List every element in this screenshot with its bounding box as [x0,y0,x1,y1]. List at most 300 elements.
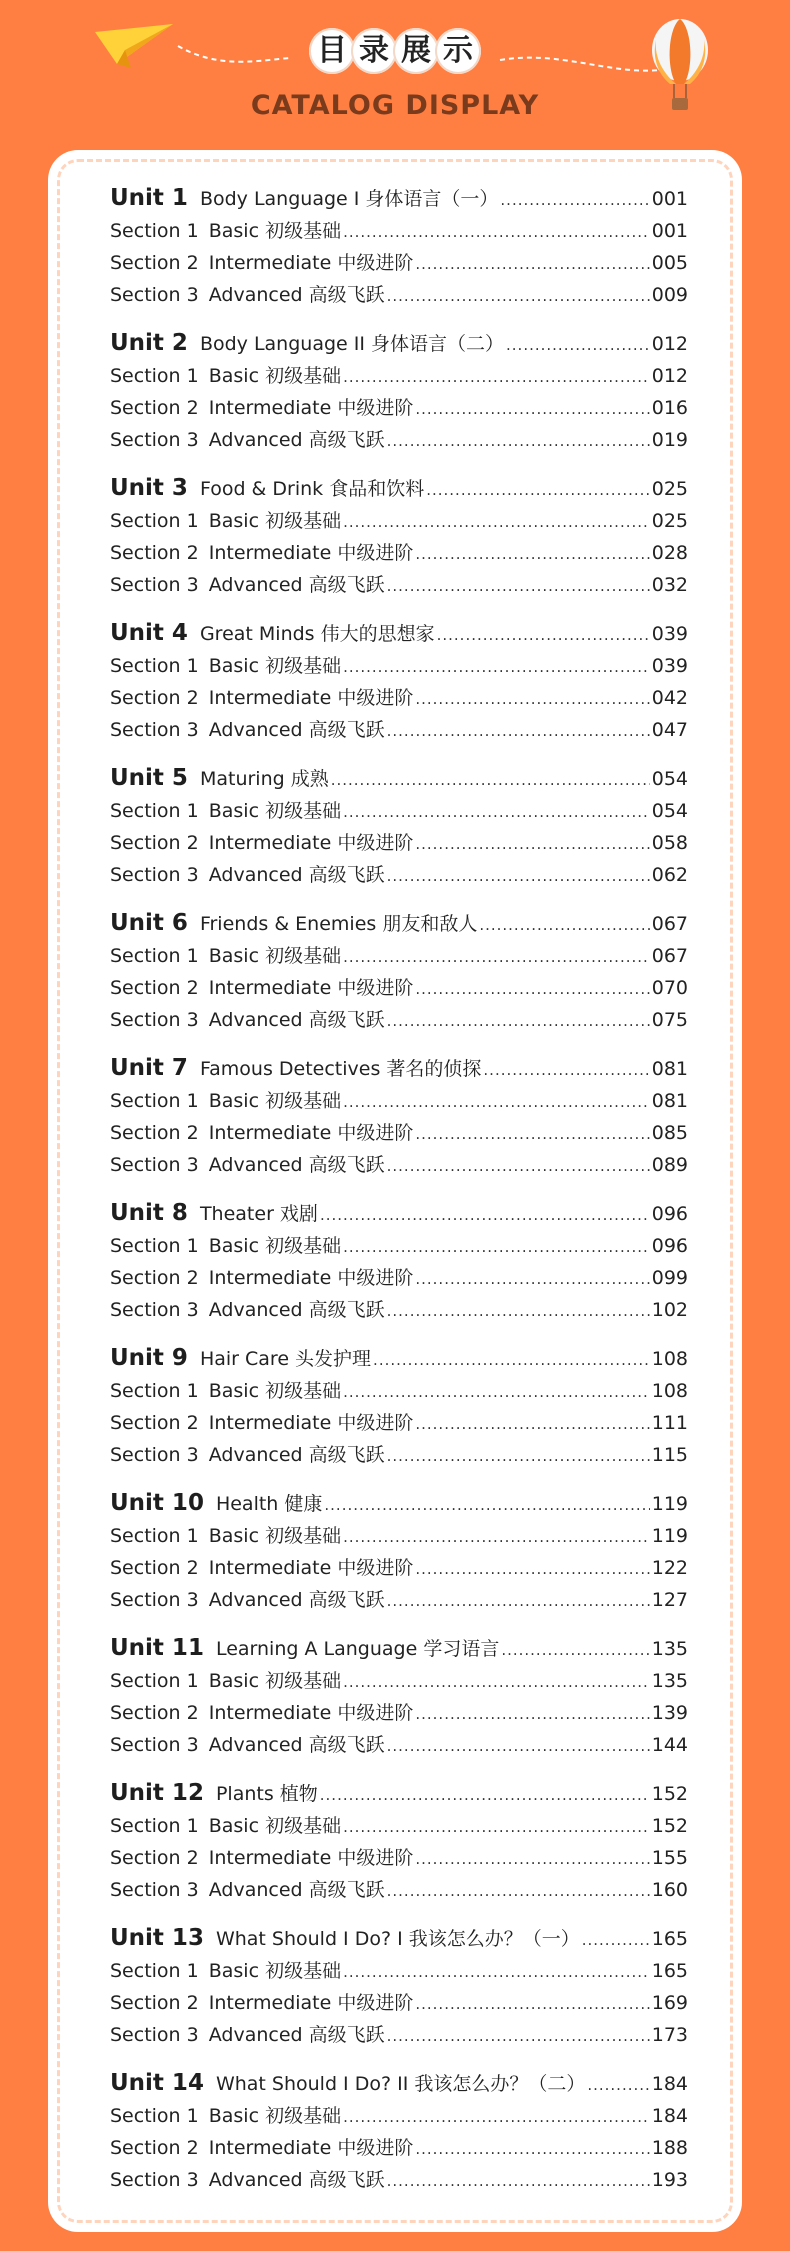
dot-leader [343,1086,650,1118]
dot-leader [415,538,649,570]
section-label: Section 3 [110,1154,199,1176]
page-number: 019 [651,429,688,451]
section-row[interactable] [110,940,688,972]
section-label: Section 2 [110,687,199,709]
dot-leader [415,683,649,715]
section-title: Advanced 高级飞跃 [208,1154,385,1176]
section-row[interactable] [110,1407,688,1439]
section-label: Section 1 [110,510,199,532]
section-row[interactable] [110,682,688,714]
section-label: Section 3 [110,1879,199,1901]
section-title: Intermediate 中级进阶 [208,832,414,854]
page-number: 165 [651,1928,688,1950]
section-row[interactable] [110,2100,688,2132]
unit-block [110,1342,688,1471]
section-title: Advanced 高级飞跃 [208,864,385,886]
dot-leader [479,909,649,942]
page-number: 108 [651,1348,688,1370]
page-number: 058 [651,832,688,854]
page-number: 047 [651,719,688,741]
section-row[interactable] [110,1665,688,1697]
dot-leader [387,1585,650,1617]
page-number: 108 [651,1380,688,1402]
section-row[interactable] [110,1149,688,1181]
page-number: 152 [651,1783,688,1805]
dot-leader [387,2165,650,2197]
unit-title: Learning A Language 学习语言 [215,1638,500,1660]
page-number: 139 [651,1702,688,1724]
unit-row[interactable] [110,1342,688,1375]
section-label: Section 3 [110,1299,199,1321]
section-row[interactable] [110,424,688,456]
section-title: Basic 初级基础 [208,1815,342,1837]
dot-leader [415,828,649,860]
unit-block [110,1632,688,1761]
section-label: Section 2 [110,977,199,999]
section-label: Section 2 [110,252,199,274]
section-row[interactable] [110,569,688,601]
section-title: Advanced 高级飞跃 [208,719,385,741]
section-label: Section 2 [110,1557,199,1579]
section-label: Section 3 [110,1589,199,1611]
page-number: 001 [651,220,688,242]
unit-number: Unit 5 [110,765,188,791]
dot-leader [343,796,650,828]
unit-block [110,1777,688,1906]
dot-leader [415,1263,649,1295]
page-number: 193 [651,2169,688,2191]
dot-leader [415,973,649,1005]
section-title: Basic 初级基础 [208,2105,342,2127]
section-title: Basic 初级基础 [208,365,342,387]
section-label: Section 1 [110,2105,199,2127]
dot-leader [387,1730,650,1762]
unit-number: Unit 12 [110,1780,204,1806]
unit-row[interactable] [110,1487,688,1520]
section-row[interactable] [110,1955,688,1987]
dot-leader [343,1376,650,1408]
unit-number: Unit 4 [110,620,188,646]
section-title: Intermediate 中级进阶 [208,1847,414,1869]
title-char: 展 [393,28,439,74]
unit-row[interactable] [110,617,688,650]
dot-leader [437,619,650,652]
unit-row[interactable] [110,1922,688,1955]
section-title: Intermediate 中级进阶 [208,252,414,274]
section-label: Section 3 [110,574,199,596]
page-number: 127 [651,1589,688,1611]
section-label: Section 2 [110,1412,199,1434]
section-title: Basic 初级基础 [208,800,342,822]
page-number: 070 [651,977,688,999]
section-title: Basic 初级基础 [208,1960,342,1982]
dot-leader [387,1150,650,1182]
section-label: Section 1 [110,1525,199,1547]
section-label: Section 3 [110,1444,199,1466]
unit-number: Unit 8 [110,1200,188,1226]
section-row[interactable] [110,279,688,311]
unit-block [110,2067,688,2196]
section-row[interactable] [110,1552,688,1584]
page-number: 005 [651,252,688,274]
dot-leader [415,1988,649,2020]
title-char: 目 [309,28,355,74]
dot-leader [426,474,650,507]
section-title: Intermediate 中级进阶 [208,977,414,999]
section-row[interactable] [110,1085,688,1117]
unit-number: Unit 6 [110,910,188,936]
unit-block [110,1922,688,2051]
unit-number: Unit 7 [110,1055,188,1081]
page-number: 075 [651,1009,688,1031]
section-title: Intermediate 中级进阶 [208,1557,414,1579]
section-row[interactable] [110,714,688,746]
unit-number: Unit 1 [110,185,188,211]
section-row[interactable] [110,537,688,569]
section-row[interactable] [110,360,688,392]
unit-title: Theater 戏剧 [199,1203,318,1225]
page-number: 115 [651,1444,688,1466]
section-label: Section 2 [110,2137,199,2159]
section-row[interactable] [110,1874,688,1906]
section-row[interactable] [110,1230,688,1262]
section-row[interactable] [110,1375,688,1407]
dot-leader [343,1666,650,1698]
page-number: 054 [651,768,688,790]
page-number: 119 [651,1525,688,1547]
page-number: 028 [651,542,688,564]
dot-leader [343,506,650,538]
dot-leader [415,1553,649,1585]
page-number: 062 [651,864,688,886]
section-label: Section 2 [110,397,199,419]
section-label: Section 2 [110,1267,199,1289]
section-row[interactable] [110,2019,688,2051]
unit-title: Health 健康 [215,1493,323,1515]
section-title: Basic 初级基础 [208,220,342,242]
unit-block [110,762,688,891]
section-title: Intermediate 中级进阶 [208,397,414,419]
section-title: Intermediate 中级进阶 [208,1122,414,1144]
section-row[interactable] [110,505,688,537]
dot-leader [506,329,650,362]
section-row[interactable] [110,1520,688,1552]
section-title: Intermediate 中级进阶 [208,687,414,709]
section-row[interactable] [110,1842,688,1874]
section-title: Advanced 高级飞跃 [208,1444,385,1466]
section-label: Section 3 [110,719,199,741]
section-title: Advanced 高级飞跃 [208,1879,385,1901]
section-title: Basic 初级基础 [208,1380,342,1402]
unit-row[interactable] [110,1052,688,1085]
section-row[interactable] [110,1294,688,1326]
page-number: 025 [651,478,688,500]
title-char: 录 [351,28,397,74]
page-number: 184 [651,2105,688,2127]
unit-number: Unit 2 [110,330,188,356]
page-number: 096 [651,1235,688,1257]
section-row[interactable] [110,827,688,859]
section-title: Advanced 高级飞跃 [208,1734,385,1756]
unit-row[interactable] [110,472,688,505]
page-number: 184 [651,2073,688,2095]
section-title: Advanced 高级飞跃 [208,1009,385,1031]
page-number: 085 [651,1122,688,1144]
dot-leader [343,1811,650,1843]
unit-title: What Should I Do? I 我该怎么办？（一） [215,1928,580,1950]
dot-leader [387,1875,650,1907]
section-row[interactable] [110,1584,688,1616]
page-number: 135 [651,1638,688,1660]
section-title: Basic 初级基础 [208,655,342,677]
section-label: Section 1 [110,945,199,967]
page-number: 067 [651,945,688,967]
dot-leader [415,1698,649,1730]
section-title: Intermediate 中级进阶 [208,1702,414,1724]
section-title: Advanced 高级飞跃 [208,284,385,306]
page-number: 165 [651,1960,688,1982]
section-label: Section 1 [110,365,199,387]
section-label: Section 3 [110,2169,199,2191]
dot-leader [387,1005,650,1037]
dot-leader [501,1634,649,1667]
section-label: Section 3 [110,284,199,306]
unit-row[interactable] [110,1632,688,1665]
unit-number: Unit 13 [110,1925,204,1951]
page-number: 025 [651,510,688,532]
dot-leader [415,1118,649,1150]
unit-row[interactable] [110,2067,688,2100]
dot-leader [387,715,650,747]
page-number: 096 [651,1203,688,1225]
unit-number: Unit 10 [110,1490,204,1516]
page-number: 089 [651,1154,688,1176]
section-row[interactable] [110,1262,688,1294]
section-row[interactable] [110,215,688,247]
section-row[interactable] [110,2164,688,2196]
section-label: Section 2 [110,1847,199,1869]
unit-title: Body Language I 身体语言（一） [199,188,499,210]
page-number: 039 [651,623,688,645]
section-title: Basic 初级基础 [208,1235,342,1257]
section-title: Basic 初级基础 [208,510,342,532]
dot-leader [387,280,650,312]
unit-number: Unit 9 [110,1345,188,1371]
dot-leader [387,425,650,457]
section-title: Intermediate 中级进阶 [208,1267,414,1289]
page-number: 067 [651,913,688,935]
section-row[interactable] [110,392,688,424]
dot-leader [387,2020,650,2052]
section-row[interactable] [110,1810,688,1842]
section-label: Section 1 [110,1670,199,1692]
dot-leader [343,2101,650,2133]
section-title: Advanced 高级飞跃 [208,429,385,451]
page-number: 188 [651,2137,688,2159]
page-number: 016 [651,397,688,419]
section-title: Advanced 高级飞跃 [208,574,385,596]
section-label: Section 3 [110,429,199,451]
section-label: Section 1 [110,1815,199,1837]
dot-leader [343,361,650,393]
section-title: Basic 初级基础 [208,1090,342,1112]
section-row[interactable] [110,2132,688,2164]
page-subtitle: CATALOG DISPLAY [250,90,540,121]
title-char: 示 [435,28,481,74]
page-number: 173 [651,2024,688,2046]
page-number: 144 [651,1734,688,1756]
unit-number: Unit 3 [110,475,188,501]
section-row[interactable] [110,1117,688,1149]
section-row[interactable] [110,972,688,1004]
page-number: 099 [651,1267,688,1289]
section-title: Advanced 高级飞跃 [208,2169,385,2191]
section-label: Section 3 [110,2024,199,2046]
section-title: Basic 初级基础 [208,1525,342,1547]
section-title: Intermediate 中级进阶 [208,542,414,564]
section-title: Basic 初级基础 [208,1670,342,1692]
dot-leader [415,2133,649,2165]
dot-leader [320,1199,650,1232]
section-row[interactable] [110,1697,688,1729]
page-number: 081 [651,1058,688,1080]
section-row[interactable] [110,650,688,682]
dot-leader [343,216,650,248]
dot-leader [387,570,650,602]
section-label: Section 2 [110,542,199,564]
section-label: Section 1 [110,1960,199,1982]
section-label: Section 2 [110,832,199,854]
dot-leader [320,1779,650,1812]
section-row[interactable] [110,1987,688,2019]
page-number: 042 [651,687,688,709]
page-number: 081 [651,1090,688,1112]
unit-row[interactable] [110,1197,688,1230]
page-title [311,28,479,74]
section-title: Advanced 高级飞跃 [208,1299,385,1321]
unit-number: Unit 11 [110,1635,204,1661]
section-label: Section 2 [110,1702,199,1724]
section-label: Section 1 [110,655,199,677]
section-label: Section 3 [110,864,199,886]
page-number: 111 [651,1412,688,1434]
section-title: Advanced 高级飞跃 [208,2024,385,2046]
unit-title: Food & Drink 食品和饮料 [199,478,425,500]
dot-leader [343,1956,650,1988]
unit-row[interactable] [110,327,688,360]
page-number: 160 [651,1879,688,1901]
unit-block [110,1197,688,1326]
dot-leader [343,941,650,973]
dot-leader [343,651,650,683]
section-label: Section 3 [110,1734,199,1756]
section-label: Section 1 [110,800,199,822]
section-label: Section 3 [110,1009,199,1031]
dot-leader [343,1231,650,1263]
dot-leader [387,1295,650,1327]
page-number: 102 [651,1299,688,1321]
page-number: 012 [651,333,688,355]
unit-block [110,327,688,456]
unit-row[interactable] [110,182,688,215]
unit-block [110,617,688,746]
page-number: 001 [651,188,688,210]
dot-leader [387,1440,650,1472]
unit-number: Unit 14 [110,2070,204,2096]
header [0,0,790,150]
page-number: 119 [651,1493,688,1515]
page-number: 155 [651,1847,688,1869]
page-number: 152 [651,1815,688,1837]
section-row[interactable] [110,859,688,891]
table-of-contents [110,182,688,2212]
section-label: Section 1 [110,1380,199,1402]
unit-row[interactable] [110,762,688,795]
section-label: Section 2 [110,1992,199,2014]
unit-title: Maturing 成熟 [199,768,329,790]
section-label: Section 1 [110,1090,199,1112]
unit-title: Great Minds 伟大的思想家 [199,623,435,645]
section-label: Section 1 [110,220,199,242]
dot-leader [582,1924,650,1957]
unit-block [110,472,688,601]
unit-title: Friends & Enemies 朋友和敌人 [199,913,478,935]
page-number: 122 [651,1557,688,1579]
section-title: Basic 初级基础 [208,945,342,967]
unit-title: Body Language II 身体语言（二） [199,333,505,355]
page-number: 054 [651,800,688,822]
unit-title: Hair Care 头发护理 [199,1348,372,1370]
page-number: 135 [651,1670,688,1692]
section-label: Section 1 [110,1235,199,1257]
unit-block [110,1487,688,1616]
unit-title: What Should I Do? II 我该怎么办？（二） [215,2073,586,2095]
unit-title: Plants 植物 [215,1783,318,1805]
dot-leader [500,184,649,217]
section-row[interactable] [110,1439,688,1471]
dot-leader [483,1054,649,1087]
unit-block [110,907,688,1036]
page-number: 039 [651,655,688,677]
dot-leader [373,1344,650,1377]
page-number: 012 [651,365,688,387]
unit-block [110,182,688,311]
page-number: 032 [651,574,688,596]
section-label: Section 2 [110,1122,199,1144]
unit-row[interactable] [110,1777,688,1810]
section-row[interactable] [110,795,688,827]
dot-leader [343,1521,650,1553]
section-row[interactable] [110,247,688,279]
section-title: Intermediate 中级进阶 [208,1992,414,2014]
title-row [0,28,790,74]
dot-leader [331,764,650,797]
unit-title: Famous Detectives 著名的侦探 [199,1058,482,1080]
section-title: Intermediate 中级进阶 [208,1412,414,1434]
dot-leader [415,393,649,425]
section-row[interactable] [110,1729,688,1761]
page-number: 169 [651,1992,688,2014]
dot-leader [415,1843,649,1875]
dot-leader [415,1408,649,1440]
dot-leader [387,860,650,892]
section-row[interactable] [110,1004,688,1036]
dot-leader [415,248,649,280]
unit-row[interactable] [110,907,688,940]
unit-block [110,1052,688,1181]
dot-leader [324,1489,649,1522]
page-number: 009 [651,284,688,306]
